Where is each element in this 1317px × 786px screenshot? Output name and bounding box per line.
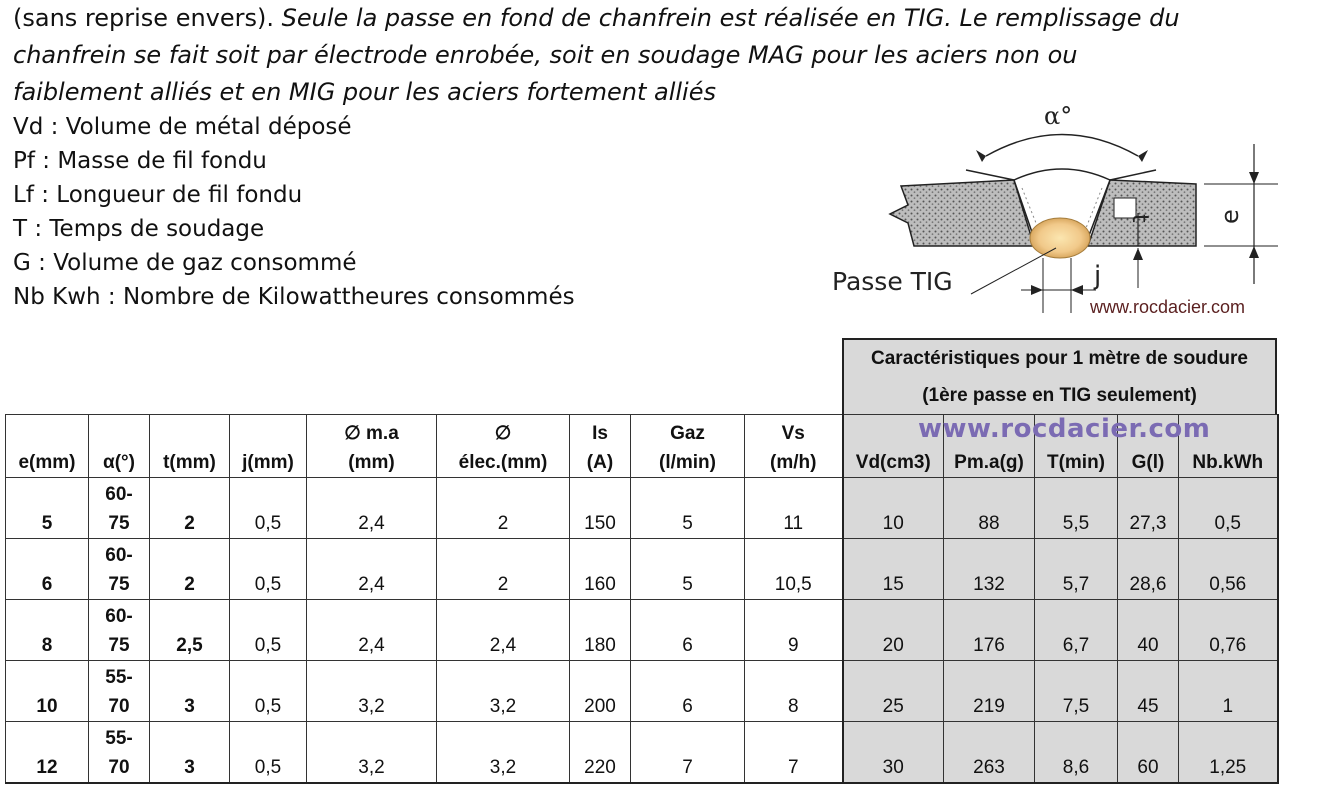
- cell-kwh: 0,56: [1179, 539, 1278, 600]
- cell-is: 160: [570, 539, 631, 600]
- legend-item: Vd : Volume de métal déposé: [13, 114, 352, 140]
- e-label: e: [1216, 209, 1244, 224]
- cell-pma: 263: [944, 722, 1035, 783]
- table-row: [6, 661, 1278, 722]
- cell-g: 28,6: [1118, 539, 1179, 600]
- cell-t: 3: [150, 722, 230, 783]
- abbreviation-legend: [13, 110, 575, 314]
- cell-tmin: 6,7: [1035, 600, 1118, 661]
- col-t: t(mm): [150, 415, 230, 478]
- col-pma: Pm.a(g): [944, 415, 1035, 478]
- col-g: G(l): [1118, 415, 1179, 478]
- col-gaz: Gaz (l/min): [631, 415, 745, 478]
- intro-line-2: chanfrein se fait soit par électrode enrobée, soit en soudage MAG pour les aciers non ou: [13, 41, 1078, 69]
- cell-vd: 20: [843, 600, 944, 661]
- cell-pma: 88: [944, 478, 1035, 539]
- cell-gaz: 6: [631, 600, 745, 661]
- cell-vs: 7: [745, 722, 843, 783]
- cell-j: 0,5: [230, 661, 307, 722]
- intro-paragraph: [13, 0, 1313, 111]
- cell-ma: 2,4: [307, 600, 437, 661]
- table-row: [6, 600, 1278, 661]
- characteristics-header: [842, 338, 1277, 414]
- cell-gaz: 7: [631, 722, 745, 783]
- cell-tmin: 5,7: [1035, 539, 1118, 600]
- site-label: www.rocdacier.com: [1090, 297, 1246, 317]
- welding-parameters-table: [5, 414, 1279, 784]
- cell-elec: 2: [437, 478, 570, 539]
- col-vs: Vs (m/h): [745, 415, 843, 478]
- cell-j: 0,5: [230, 539, 307, 600]
- legend-item: Lf : Longueur de fil fondu: [13, 182, 303, 208]
- legend-item: Nb Kwh : Nombre de Kilowattheures consommés: [13, 284, 575, 310]
- cell-elec: 3,2: [437, 661, 570, 722]
- cell-elec: 2: [437, 539, 570, 600]
- cell-g: 60: [1118, 722, 1179, 783]
- cell-alpha: 60- 75: [89, 539, 150, 600]
- cell-e: 12: [6, 722, 89, 783]
- cell-gaz: 6: [631, 661, 745, 722]
- cell-pma: 132: [944, 539, 1035, 600]
- cell-alpha: 55- 70: [89, 722, 150, 783]
- col-alpha: α(°): [89, 415, 150, 478]
- cell-vs: 8: [745, 661, 843, 722]
- col-ma: ∅ m.a (mm): [307, 415, 437, 478]
- col-e: e(mm): [6, 415, 89, 478]
- col-kwh: Nb.kWh: [1179, 415, 1278, 478]
- cell-is: 220: [570, 722, 631, 783]
- weld-joint-diagram: [826, 98, 1296, 323]
- table-row: [6, 478, 1278, 539]
- cell-is: 150: [570, 478, 631, 539]
- cell-vd: 15: [843, 539, 944, 600]
- intro-lead: (sans reprise envers).: [13, 4, 282, 32]
- cell-ma: 2,4: [307, 539, 437, 600]
- cell-g: 27,3: [1118, 478, 1179, 539]
- cell-t: 2: [150, 539, 230, 600]
- characteristics-subtitle: (1ère passe en TIG seulement): [922, 385, 1197, 406]
- watermark: www.rocdacier.com: [918, 414, 1211, 444]
- table-row: [6, 539, 1278, 600]
- cell-tmin: 5,5: [1035, 478, 1118, 539]
- cell-kwh: 0,76: [1179, 600, 1278, 661]
- cell-gaz: 5: [631, 539, 745, 600]
- cell-ma: 3,2: [307, 722, 437, 783]
- legend-item: G : Volume de gaz consommé: [13, 250, 357, 276]
- alpha-label: α°: [1044, 102, 1073, 130]
- cell-pma: 219: [944, 661, 1035, 722]
- pass-tig-label: Passe TIG: [832, 267, 953, 296]
- cell-g: 40: [1118, 600, 1179, 661]
- legend-item: Pf : Masse de fil fondu: [13, 148, 267, 174]
- cell-vd: 30: [843, 722, 944, 783]
- col-elec: ∅ élec.(mm): [437, 415, 570, 478]
- cell-t: 3: [150, 661, 230, 722]
- cell-tmin: 7,5: [1035, 661, 1118, 722]
- t-label: t: [1127, 214, 1152, 223]
- cell-e: 8: [6, 600, 89, 661]
- cell-t: 2,5: [150, 600, 230, 661]
- legend-item: T : Temps de soudage: [13, 216, 265, 242]
- cell-e: 5: [6, 478, 89, 539]
- cell-vs: 11: [745, 478, 843, 539]
- cell-vd: 10: [843, 478, 944, 539]
- intro-line-1: [13, 0, 1313, 37]
- cell-ma: 2,4: [307, 478, 437, 539]
- cell-elec: 3,2: [437, 722, 570, 783]
- col-vd: Vd(cm3): [843, 415, 944, 478]
- col-tmin: T(min): [1035, 415, 1118, 478]
- cell-elec: 2,4: [437, 600, 570, 661]
- cell-e: 6: [6, 539, 89, 600]
- cell-pma: 176: [944, 600, 1035, 661]
- intro-line-3: faiblement alliés et en MIG pour les aciers fortement alliés: [13, 78, 716, 106]
- cell-alpha: 60- 75: [89, 600, 150, 661]
- tig-pass-shape: [1030, 218, 1090, 258]
- cell-e: 10: [6, 661, 89, 722]
- cell-ma: 3,2: [307, 661, 437, 722]
- intro-italic: Seule la passe en fond de chanfrein est réalisée en TIG. Le remplissage du: [281, 4, 1180, 32]
- table-row: [6, 722, 1278, 783]
- left-plate-shape: [890, 180, 1034, 246]
- cell-j: 0,5: [230, 600, 307, 661]
- cell-kwh: 0,5: [1179, 478, 1278, 539]
- cell-gaz: 5: [631, 478, 745, 539]
- cell-is: 200: [570, 661, 631, 722]
- col-j: j(mm): [230, 415, 307, 478]
- cell-j: 0,5: [230, 722, 307, 783]
- cell-t: 2: [150, 478, 230, 539]
- cell-tmin: 8,6: [1035, 722, 1118, 783]
- cell-g: 45: [1118, 661, 1179, 722]
- cell-vs: 10,5: [745, 539, 843, 600]
- cell-vd: 25: [843, 661, 944, 722]
- cell-vs: 9: [745, 600, 843, 661]
- cell-is: 180: [570, 600, 631, 661]
- cell-kwh: 1: [1179, 661, 1278, 722]
- characteristics-title: Caractéristiques pour 1 mètre de soudure: [871, 348, 1248, 369]
- cell-alpha: 55- 70: [89, 661, 150, 722]
- cell-alpha: 60- 75: [89, 478, 150, 539]
- cell-kwh: 1,25: [1179, 722, 1278, 783]
- col-is: Is (A): [570, 415, 631, 478]
- j-label: j: [1094, 261, 1102, 291]
- cell-j: 0,5: [230, 478, 307, 539]
